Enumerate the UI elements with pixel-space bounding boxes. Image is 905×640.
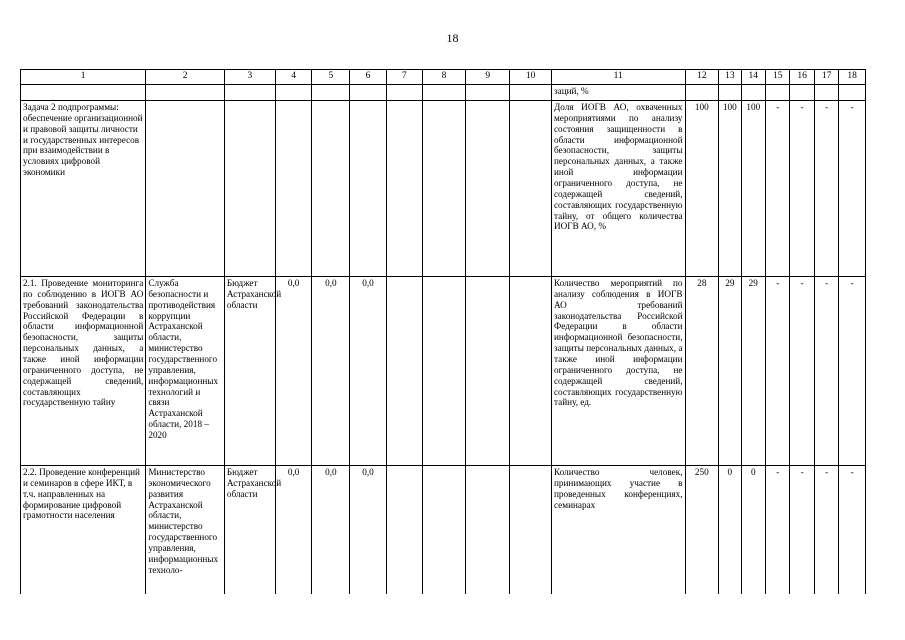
value-cell: 0 [719, 466, 741, 595]
value-cell: - [790, 101, 814, 277]
col-header: 3 [224, 70, 275, 85]
responsible-executor: Служба безопасности и противодействия коррупции Астраханской области, министерство государственного управления, информационных технологий и связи Астраханской области, 2018 – 2020 [146, 277, 224, 466]
table-row [21, 101, 866, 277]
value-cell: 28 [685, 277, 719, 466]
col-header: 15 [766, 70, 790, 85]
responsible-executor: Министерство экономического развития Астраханской области, министерство государственного управления, информационных техноло- [146, 466, 224, 595]
value-cell: - [766, 466, 790, 595]
col-header: 11 [551, 70, 685, 85]
program-table [20, 69, 866, 594]
col-header: 7 [386, 70, 422, 85]
funding-source: Бюджет Астраханской области [224, 466, 275, 595]
measure-description: 2.2. Проведение конференций и семинаров в сфере ИКТ, в т.ч. направленных на формирование цифровой грамотности населения [21, 466, 146, 595]
task-description: Задача 2 подпрограммы: обеспечение организационной и правовой защиты личности и государственных интересов при взаимодействии в условиях цифровой экономики [21, 101, 146, 277]
value-cell: 0,0 [312, 277, 350, 466]
value-cell: 0 [741, 466, 765, 595]
page-number: 18 [446, 31, 459, 45]
value-cell: - [839, 466, 866, 595]
value-cell: - [790, 466, 814, 595]
value-cell: 250 [685, 466, 719, 595]
col-header: 5 [312, 70, 350, 85]
indicator-text: Количество мероприятий по анализу соблюдения в ИОГВ АО требований законодательства Российской Федерации в области информационной безопасности, защиты персональных данных, а также иной информации ограниченного доступа, не содержащей сведений, составляющих государственную тайну, ед. [551, 277, 685, 466]
value-cell: 29 [741, 277, 765, 466]
col-header: 18 [839, 70, 866, 85]
indicator-text: Доля ИОГВ АО, охваченных мероприятиями по анализу состояния защищенности в области информационной безопасности, защиты персональных данных, а также иной информации ограниченного доступа, не содержащей сведений, составляющих государственную тайну, от общего количества ИОГВ АО, % [551, 101, 685, 277]
column-number-row [21, 70, 866, 85]
value-cell: - [790, 277, 814, 466]
value-cell: - [839, 101, 866, 277]
value-cell: 100 [719, 101, 741, 277]
table-row [21, 277, 866, 466]
value-cell: 0,0 [312, 466, 350, 595]
col-header: 12 [685, 70, 719, 85]
indicator-text: Количество человек, принимающих участие в проведенных конференциях, семинарах [551, 466, 685, 595]
col-header: 2 [146, 70, 224, 85]
value-cell: - [814, 466, 838, 595]
col-header: 13 [719, 70, 741, 85]
funding-source: Бюджет Астраханской области [224, 277, 275, 466]
col-header: 8 [422, 70, 466, 85]
value-cell: 0,0 [275, 277, 312, 466]
continuation-text: заций, % [551, 85, 685, 101]
value-cell: - [814, 277, 838, 466]
value-cell: 100 [741, 101, 765, 277]
col-header: 9 [466, 70, 510, 85]
value-cell: - [839, 277, 866, 466]
value-cell: 0,0 [350, 466, 387, 595]
value-cell: 100 [685, 101, 719, 277]
value-cell: 0,0 [275, 466, 312, 595]
col-header: 10 [510, 70, 552, 85]
col-header: 14 [741, 70, 765, 85]
col-header: 1 [21, 70, 146, 85]
col-header: 16 [790, 70, 814, 85]
value-cell: - [814, 101, 838, 277]
continuation-row [21, 85, 866, 101]
measure-description: 2.1. Проведение мониторинга по соблюдению в ИОГВ АО требований законодательства Российской Федерации в области информационной безопасности, защиты персональных данных, а также иной информации ограниченного доступа, не содержащей сведений, составляющих государственную тайну [21, 277, 146, 466]
col-header: 4 [275, 70, 312, 85]
value-cell: 29 [719, 277, 741, 466]
value-cell: 0,0 [350, 277, 387, 466]
value-cell: - [766, 101, 790, 277]
col-header: 6 [350, 70, 387, 85]
table-row [21, 466, 866, 595]
col-header: 17 [814, 70, 838, 85]
value-cell: - [766, 277, 790, 466]
